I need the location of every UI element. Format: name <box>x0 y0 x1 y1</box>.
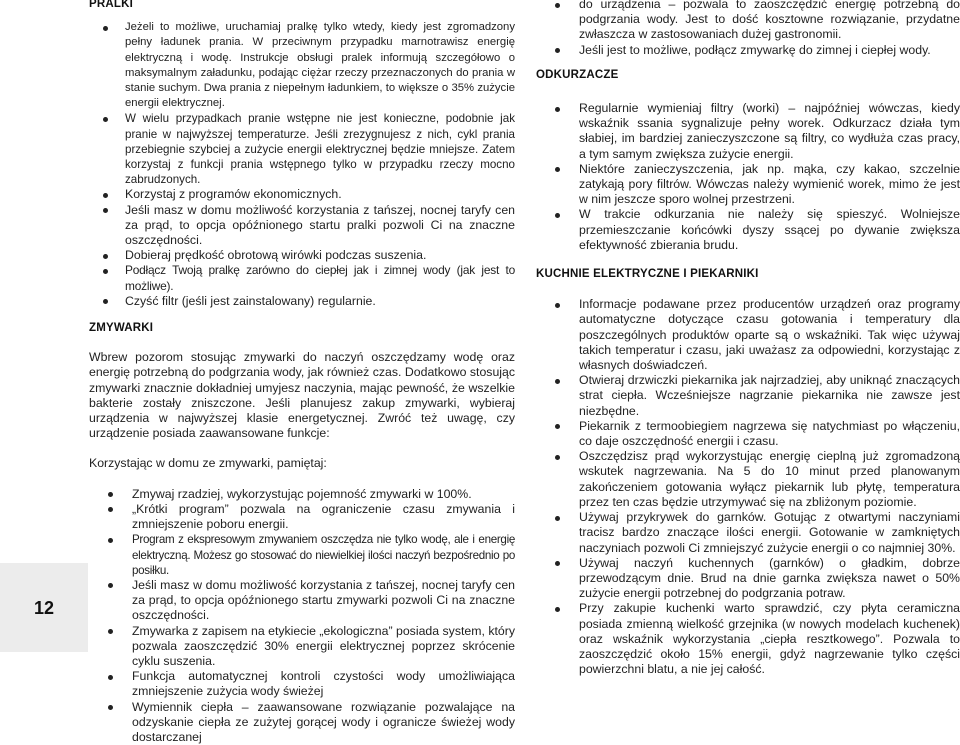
list-item: Informacje podawane przez producentów urządzeń oraz programy automatyczne dotyczące czasu gotowania i temperatury dla poszczególnych produktów oparte są o wskaźniki. Tak więc używaj takich temperatur i czasu, jaki uważasz za odpowiedni, korzystając z własnych doświadczeń. <box>536 297 960 373</box>
list-item: Program z ekspresowym zmywaniem oszczędza nie tylko wodę, ale i energię elektryczną. Możesz go stosować do niewielkiej ilości naczyń bezpośrednio po posiłku. <box>89 532 515 578</box>
list-item: Otwieraj drzwiczki piekarnika jak najrzadziej, aby uniknąć znaczących strat ciepła. Wcześniejsze nagrzanie piekarnika nie zawsze jest niezbędne. <box>536 373 960 419</box>
page-number: 12 <box>33 598 55 618</box>
list-item: Wymiennik ciepła – zaawansowane rozwiązanie pozwalające na odzyskanie ciepła ze zużytej gorącej wody i ogranicze świeżej wody dostarczanej <box>89 700 515 745</box>
pralki-heading: PRALKI <box>89 0 134 10</box>
zmywarki-list <box>89 487 515 745</box>
list-item: Jeśli masz w domu możliwość korzystania z tańszej, nocnej taryfy cen za prąd, to opcja opóźnionego startu zmywarki pozwoli Ci na znaczne oszczędności. <box>89 578 515 624</box>
list-item: Dobieraj prędkość obrotową wirówki podczas suszenia. <box>89 248 515 263</box>
list-item: Przy zakupie kuchenki warto sprawdzić, czy płyta ceramiczna posiada zmienną wielkość grzejnika (w nowych modelach kuchenek) oraz wskaźnik wykorzystania „ciepła resztkowego”. Pozwala to zaoszczędzić około 15% energii, gdyż nagrzewanie tylko części powierzchni blatu, a nie jej całość. <box>536 601 960 677</box>
list-item: Niektóre zanieczyszczenia, jak np. mąka, czy kakao, szczelnie zatykają pory filtrów. Wówczas należy wymienić worek, mimo że jest w nim jeszcze sporo wolnej przestrzeni. <box>536 162 960 208</box>
list-item: Zmywarka z zapisem na etykiecie „ekologiczna” posiada system, który pozwala zaoszczędzić 30% energii elektrycznej poprzez skrócenie cyklu suszenia. <box>89 624 515 670</box>
kuchnie-heading: KUCHNIE ELEKTRYCZNE I PIEKARNIKI <box>536 268 759 281</box>
list-item: Funkcja automatycznej kontroli czystości wody umożliwiająca zmniejszenie zużycia wody świeżej <box>89 669 515 699</box>
list-item: Podłącz Twoją pralkę zarówno do ciepłej jak i zimnej wody (jak jest to możliwe). <box>89 263 515 293</box>
list-item: Czyść filtr (jeśli jest zainstalowany) regularnie. <box>89 294 515 309</box>
list-item: W trakcie odkurzania nie należy się spieszyć. Wolniejsze przemieszczanie końcówki dyszy ssącej po dywanie zwiększa efektywność zbierania brudu. <box>536 207 960 253</box>
zmywarki-continuation-list <box>536 0 960 58</box>
list-item: Oszczędzisz prąd wykorzystując energię cieplną już zgromadzoną wskutek nagrzewania. Na 5 do 10 minut przed planowanym zakończeniem gotowania wyłącz piekarnik lub płytę, temperatura przez ten czas będzie utrzymywać się na zbliżonym poziomie. <box>536 449 960 510</box>
list-item-continued: do urządzenia – pozwala to zaoszczędzić energię potrzebną do podgrzania wody. Jest to dość kosztowne rozwiązanie, przydatne zwłaszcza w zastosowaniach dużej gastronomii. <box>536 0 960 43</box>
pralki-list <box>89 20 515 309</box>
left-column <box>89 0 515 745</box>
zmywarki-heading: ZMYWARKI <box>89 322 154 335</box>
list-item: „Krótki program” pozwala na ograniczenie czasu zmywania i zmniejszenie poboru energii. <box>89 502 515 532</box>
zmywarki-intro: Wbrew pozorom stosując zmywarki do naczyń oszczędzamy wodę oraz energię potrzebną do podgrzania wody, jak również czas. Dodatkowo stosując zmywarki znacznie dokładniej umyjesz naczynia, mając pewność, że wszelkie bakterie zostały zniszczone. Jeśli planujesz zakup zmywarki, wybieraj urządzenia w najwyższej klasie energetycznej. Zwróć też uwagę, czy urządzenie posiada zaawansowane funkcje: <box>89 350 515 441</box>
odkurzacze-heading: ODKURZACZE <box>536 68 619 81</box>
zmywarki-lead: Korzystając w domu ze zmywarki, pamiętaj: <box>89 456 327 471</box>
list-item: Jeśli masz w domu możliwość korzystania z tańszej, nocnej taryfy cen za prąd, to opcja opóźnionego startu pralki pozwoli Ci na znaczne oszczędności. <box>89 203 515 249</box>
list-item: Zmywaj rzadziej, wykorzystując pojemność zmywarki w 100%. <box>89 487 515 502</box>
list-item: Korzystaj z programów ekonomicznych. <box>89 187 515 202</box>
right-column <box>536 0 960 677</box>
left-margin <box>0 0 88 652</box>
list-item: W wielu przypadkach pranie wstępne nie jest konieczne, podobnie jak pranie w najwyższej temperaturze. Jeśli zrezygnujesz z nich, cykl prania przebiegnie szybciej a zużycie energii elektrycznej będzie mniejsze. Zatem korzystaj z funkcji prania wstępnego tylko w przypadku rzeczy mocno zabrudzonych. <box>89 111 515 187</box>
list-item: Używaj przykrywek do garnków. Gotując z otwartymi naczyniami tracisz bardzo znaczące ilości energii. Gotowanie w zamkniętych naczyniach pozwoli Ci zmniejszyć zużycie energii o co najmniej 30%. <box>536 510 960 556</box>
kuchnie-list <box>536 297 960 677</box>
list-item: Regularnie wymieniaj filtry (worki) – najpóźniej wówczas, kiedy wskaźnik ssania sygnalizuje pełny worek. Odkurzacz działa tym słabiej, im bardziej zanieczyszczone są filtry, co wydłuża czas pracy, a tym samym zwiększa zużycie energii. <box>536 101 960 162</box>
list-item: Używaj naczyń kuchennych (garnków) o gładkim, dobrze przewodzącym dnie. Brud na dnie garnka zwiększa nawet o 50% zużycie energii potrzebnej do podgrzania potraw. <box>536 556 960 602</box>
odkurzacze-list <box>536 101 960 253</box>
list-item: Piekarnik z termoobiegiem nagrzewa się natychmiast po włączeniu, co daje oszczędność energii i czasu. <box>536 419 960 449</box>
list-item: Jeśli jest to możliwe, podłącz zmywarkę do zimnej i ciepłej wody. <box>536 43 960 58</box>
list-item: Jeżeli to możliwe, uruchamiaj pralkę tylko wtedy, kiedy jest zgromadzony pełny ładunek prania. W przeciwnym przypadku marnotrawisz energię elektryczną i wodę. Instrukcje obsługi pralek informują szczegółowo o maksymalnym załadunku, podając ciężar rzeczy przeznaczonych do prania w stanie suchym. Dwa prania z niepełnym ładunkiem, to większe o 35% zużycie energii elektrycznej. <box>89 20 515 111</box>
